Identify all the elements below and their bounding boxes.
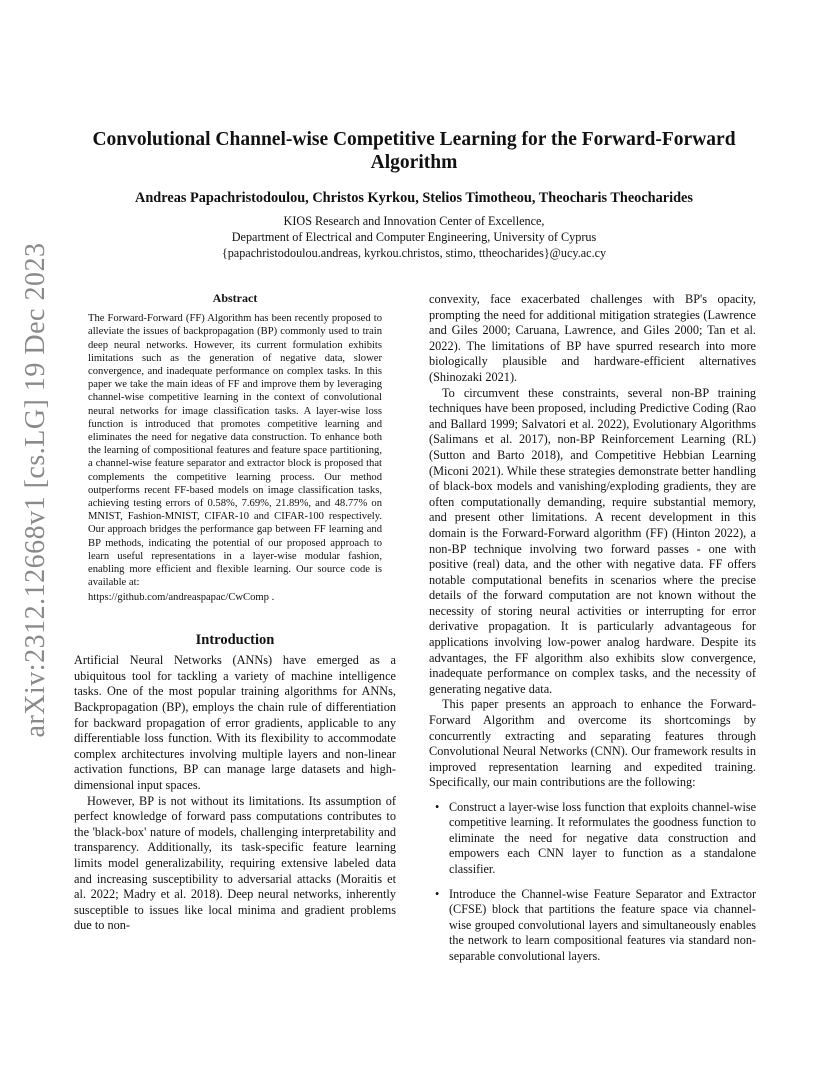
- body-paragraph: To circumvent these constraints, several non-BP training techniques have been proposed, including Predictive Coding (Rao and Ballard 1999; Salvatori et al. 2022), Evolutionary Algorithms (Salimans et al. 2017), non-BP Reinforcement Learning (RL) (Sutton and Barto 2018), and Competitive Hebbian Learning (Miconi 2021). While these strategies demonstrate better handling of black-box models and vanishing/exploding gradients, they are often computationally demanding, require substantial memory, and present other limitations. A recent development in this domain is the Forward-Forward algorithm (FF) (Hinton 2022), a non-BP technique involving two forward passes - one with positive (real) data, and the other with negative data. FF offers notable computational benefits in scenarios where the precise details of the forward computation are not known without the necessity of storing neural activities or interrupting for error derivative propagation. It is particularly advantageous for applications involving low-power analog hardware. Despite its advantages, the FF algorithm also exhibits slow convergence, inadequate performance on complex tasks, and the necessity of generating negative data.: [429, 385, 756, 696]
- arxiv-identifier: arXiv:2312.12668v1 [cs.LG] 19 Dec 2023: [20, 242, 51, 738]
- body-paragraph: This paper presents an approach to enhance the Forward-Forward Algorithm and overcome its shortcomings by concurrently extracting and separating features through Convolutional Neural Networks (CNN). Our framework results in improved representation learning and expedited training. Specifically, our main contributions are the following:: [429, 697, 756, 790]
- affiliation-line: Department of Electrical and Computer Engineering, University of Cyprus: [231, 230, 597, 244]
- intro-paragraph: Artificial Neural Networks (ANNs) have emerged as a ubiquitous tool for tackling a variety of machine intelligence tasks. One of the most popular training algorithms for ANNs, Backpropagation (BP), employs the chain rule of differentiation for backward propagation of error gradients, applicable to any differentiable loss function. With its flexibility to accommodate complex architectures involving multiple layers and non-linear activation functions, BP can manage large datasets and high-dimensional input spaces.: [74, 653, 396, 793]
- introduction-heading: Introduction: [195, 631, 275, 648]
- abstract-section: [74, 292, 396, 605]
- source-code-link[interactable]: https://github.com/andreaspapac/CwComp .: [88, 592, 275, 604]
- bullet-icon: •: [435, 887, 440, 902]
- author-list: Andreas Papachristodoulou, Christos Kyrkou, Stelios Timotheou, Theocharis Theocharides: [135, 190, 693, 206]
- contribution-item: [429, 887, 756, 964]
- intro-paragraph: However, BP is not without its limitations. Its assumption of perfect knowledge of forward pass computations contributes to the 'black-box' nature of models, challenging interpretability and transparency. Additionally, its task-specific feature learning limits model generalizability, requiring extensive labeled data and increasing susceptibility to adversarial attacks (Moraitis et al. 2022; Madry et al. 2018). Deep neural networks, inherently susceptible to issues like local minima and gradient problems due to non-: [74, 793, 396, 933]
- abstract-text: The Forward-Forward (FF) Algorithm has been recently proposed to alleviate the issues of backpropagation (BP) commonly used to train deep neural networks. However, its current formulation exhibits limitations such as the generation of negative data, slower convergence, and inadequate performance on complex tasks. In this paper we take the main ideas of FF and improve them by leveraging channel-wise competitive learning in the context of convolutional neural networks for image classification tasks. A layer-wise loss function is introduced that promotes competitive learning and eliminates the need for negative data construction. To enhance both the learning of compositional features and feature space partitioning, a channel-wise feature separator and extractor block is proposed that complements the competitive learning process. Our method outperforms recent FF-based models on image classification tasks, achieving testing errors of 0.58%, 7.69%, 21.89%, and 48.77% on MNIST, Fashion-MNIST, CIFAR-10 and CIFAR-100 respectively. Our approach bridges the performance gap between FF learning and BP methods, indicating the potential of our proposed approach to learn useful representations in a layer-wise modular fashion, enabling more efficient and flexible learning. Our source code is available at:: [88, 313, 382, 589]
- affiliation-block: [60, 213, 768, 261]
- affiliation-line: KIOS Research and Innovation Center of Excellence,: [283, 214, 545, 228]
- contributions-list: [429, 800, 756, 964]
- paper-title: Convolutional Channel-wise Competitive Learning for the Forward-Forward Algorithm: [92, 129, 736, 173]
- contribution-text: Construct a layer-wise loss function that exploits channel-wise competitive learning. It reformulates the goodness function to eliminate the need for negative data construction and empowers each CNN layer to function as a standalone classifier.: [449, 800, 756, 876]
- bullet-icon: •: [435, 800, 440, 814]
- left-column: [74, 292, 396, 934]
- abstract-heading: Abstract: [212, 291, 258, 305]
- right-column: [429, 292, 756, 974]
- affiliation-emails: {papachristodoulou.andreas, kyrkou.christos, stimo, ttheocharides}@ucy.ac.cy: [221, 246, 607, 260]
- arxiv-sidebar: [6, 242, 66, 738]
- body-paragraph: convexity, face exacerbated challenges with BP's opacity, prompting the need for additional mitigation strategies (Lawrence and Giles 2000; Caruana, Lawrence, and Giles 2000; Tan et al. 2022). The limitations of BP have spurred research into more biologically plausible and hardware-efficient alternatives (Shinozaki 2021).: [429, 292, 756, 384]
- contribution-text: Introduce the Channel-wise Feature Separator and Extractor (CFSE) block that partitions the feature space via channel-wise grouped convolutional layers and simultaneously enables the network to learn compositional features via standard non-separable convolutional layers.: [449, 887, 756, 963]
- contribution-item: [429, 800, 756, 877]
